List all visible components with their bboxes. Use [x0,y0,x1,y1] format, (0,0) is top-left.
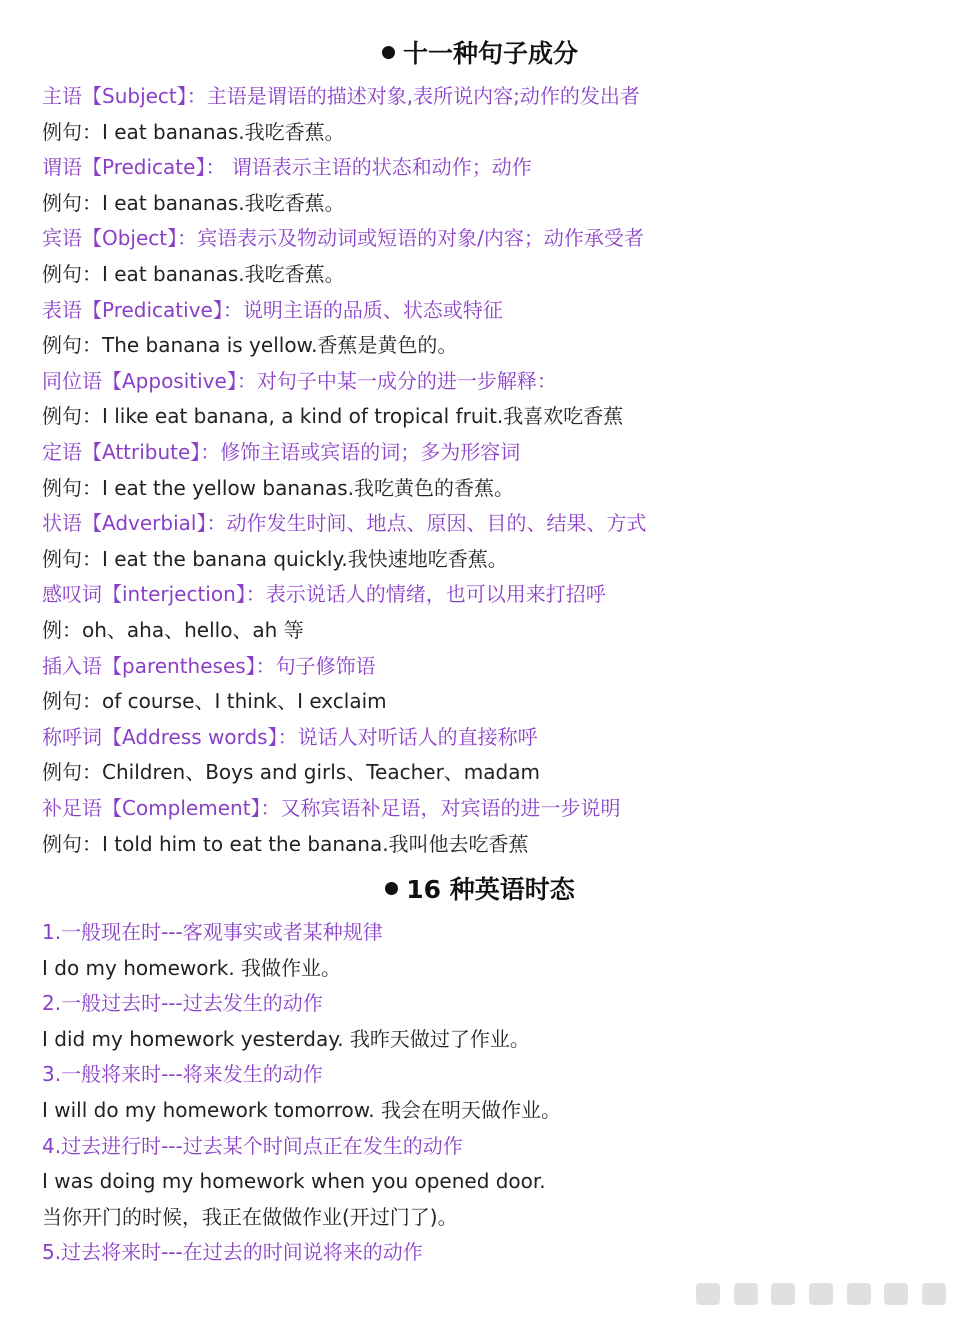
watermark-glyph [847,1283,871,1305]
section-title-tenses [0,870,960,906]
definition-line: 同位语【Appositive】：对句子中某一成分的进一步解释： [42,368,557,393]
watermark-glyph [922,1283,946,1305]
definition-line: 宾语【Object】：宾语表示及物动词或短语的对象/内容；动作承受者 [42,226,644,251]
example-line: 当你开门的时候，我正在做做作业(开过门了)。 [42,1204,458,1229]
example-line: 例句：I eat the banana quickly.我快速地吃香蕉。 [42,546,508,571]
definition-line: 5.过去将来时---在过去的时间说将来的动作 [42,1240,423,1265]
example-line: 例句：I told him to eat the banana.我叫他去吃香蕉 [42,831,529,856]
definition-line: 感叹词【interjection】：表示说话人的情绪，也可以用来打招呼 [42,582,606,607]
definition-line: 谓语【Predicate】： 谓语表示主语的状态和动作；动作 [42,155,532,180]
definition-line: 主语【Subject】：主语是谓语的描述对象,表所说内容;动作的发出者 [42,84,640,108]
example-line: 例句：The banana is yellow.香蕉是黄色的。 [42,333,458,358]
watermark-glyph [771,1283,795,1305]
bullet-dot-icon [385,882,398,895]
definition-line: 表语【Predicative】：说明主语的品质、状态或特征 [42,297,503,322]
bullet-dot-icon [382,46,395,59]
example-line: I will do my homework tomorrow. 我会在明天做作业。 [42,1098,561,1122]
definition-line: 状语【Adverbial】：动作发生时间、地点、原因、目的、结果、方式 [42,511,647,536]
example-line: I did my homework yesterday. 我昨天做过了作业。 [42,1026,530,1051]
definition-line: 2.一般过去时---过去发生的动作 [42,991,323,1016]
watermark-glyph [884,1283,908,1305]
example-line: 例：oh、aha、hello、ah 等 [42,618,304,642]
section-title-sentence-components [0,34,960,70]
definition-line: 插入语【parentheses】：句子修饰语 [42,653,376,678]
definition-line: 3.一般将来时---将来发生的动作 [42,1062,323,1087]
definition-line: 称呼词【Address words】：说话人对听话人的直接称呼 [42,724,538,749]
section-title-text: 十一种句子成分 [402,39,578,68]
example-line: 例句：of course、I think、I exclaim [42,689,387,714]
example-line: 例句：I eat the yellow bananas.我吃黄色的香蕉。 [42,475,514,500]
example-line: 例句：I eat bananas.我吃香蕉。 [42,190,345,215]
example-line: 例句：I eat bananas.我吃香蕉。 [42,262,345,286]
example-line: I was doing my homework when you opened door. [42,1169,546,1194]
watermark-glyph [696,1283,720,1305]
example-line: 例句：I eat bananas.我吃香蕉。 [42,119,345,144]
example-line: 例句：I like eat banana, a kind of tropical fruit.我喜欢吃香蕉 [42,404,624,429]
definition-line: 4.过去进行时---过去某个时间点正在发生的动作 [42,1133,463,1158]
example-line: 例句：Children、Boys and girls、Teacher、madam [42,760,540,785]
watermark [696,1276,946,1312]
watermark-glyph [734,1283,758,1305]
definition-line: 定语【Attribute】：修饰主语或宾语的词；多为形容词 [42,440,521,464]
watermark-glyph [809,1283,833,1305]
definition-line: 补足语【Complement】：又称宾语补足语，对宾语的进一步说明 [42,796,621,820]
section-title-text: 16 种英语时态 [406,875,575,904]
definition-line: 1.一般现在时---客观事实或者某种规律 [42,920,383,944]
example-line: I do my homework. 我做作业。 [42,955,342,980]
